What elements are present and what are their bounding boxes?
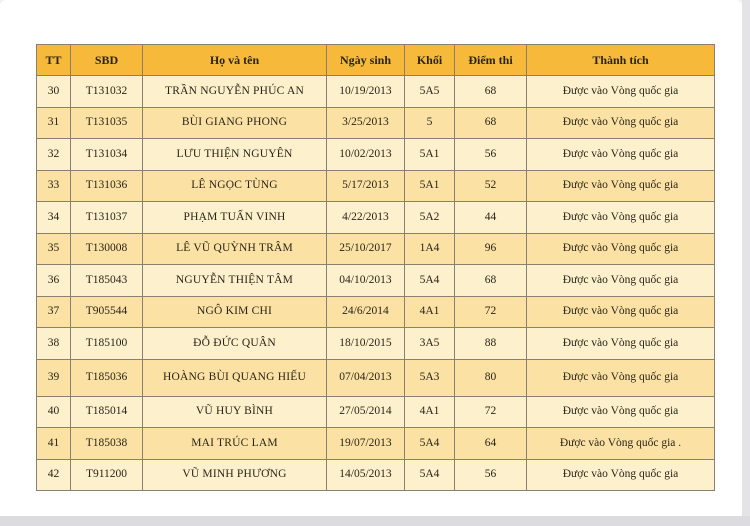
cell-achievement: Được vào Vòng quốc gia xyxy=(527,76,715,108)
cell-score: 68 xyxy=(455,265,527,297)
cell-achievement: Được vào Vòng quốc gia xyxy=(527,359,715,396)
table-row xyxy=(37,233,715,265)
cell-achievement: Được vào Vòng quốc gia xyxy=(527,296,715,328)
cell-tt: 34 xyxy=(37,202,71,234)
header-full-name: Họ và tên xyxy=(143,45,327,76)
cell-tt: 31 xyxy=(37,107,71,139)
cell-tt: 33 xyxy=(37,170,71,202)
cell-sbd: T185014 xyxy=(71,396,143,428)
cell-birth-date: 24/6/2014 xyxy=(327,296,405,328)
cell-full-name: ĐỖ ĐỨC QUÂN xyxy=(143,328,327,360)
table-row xyxy=(37,359,715,396)
cell-sbd: T131036 xyxy=(71,170,143,202)
header-birth-date: Ngày sinh xyxy=(327,45,405,76)
cell-sbd: T911200 xyxy=(71,459,143,491)
cell-score: 96 xyxy=(455,233,527,265)
cell-score: 88 xyxy=(455,328,527,360)
cell-full-name: HOÀNG BÙI QUANG HIẾU xyxy=(143,359,327,396)
cell-score: 56 xyxy=(455,459,527,491)
cell-sbd: T131034 xyxy=(71,139,143,171)
results-table xyxy=(36,44,715,491)
cell-score: 68 xyxy=(455,107,527,139)
cell-full-name: NGÔ KIM CHI xyxy=(143,296,327,328)
cell-class: 4A1 xyxy=(405,396,455,428)
cell-full-name: LÊ NGỌC TÙNG xyxy=(143,170,327,202)
cell-score: 64 xyxy=(455,428,527,460)
page-edge-shadow xyxy=(742,0,750,526)
table-row xyxy=(37,296,715,328)
cell-full-name: PHẠM TUẤN VINH xyxy=(143,202,327,234)
cell-full-name: TRẦN NGUYỄN PHÚC AN xyxy=(143,76,327,108)
cell-tt: 42 xyxy=(37,459,71,491)
cell-birth-date: 04/10/2013 xyxy=(327,265,405,297)
cell-score: 44 xyxy=(455,202,527,234)
cell-score: 72 xyxy=(455,296,527,328)
cell-class: 5A2 xyxy=(405,202,455,234)
cell-class: 5A4 xyxy=(405,265,455,297)
table-row xyxy=(37,202,715,234)
header-sbd: SBD xyxy=(71,45,143,76)
cell-birth-date: 19/07/2013 xyxy=(327,428,405,460)
page-bottom-shadow xyxy=(0,516,750,526)
cell-tt: 35 xyxy=(37,233,71,265)
cell-tt: 38 xyxy=(37,328,71,360)
cell-class: 5A4 xyxy=(405,459,455,491)
cell-sbd: T131032 xyxy=(71,76,143,108)
table-row xyxy=(37,265,715,297)
cell-tt: 40 xyxy=(37,396,71,428)
table-row xyxy=(37,428,715,460)
cell-tt: 36 xyxy=(37,265,71,297)
cell-achievement: Được vào Vòng quốc gia xyxy=(527,265,715,297)
table-row xyxy=(37,328,715,360)
cell-class: 5A4 xyxy=(405,428,455,460)
header-score: Điểm thi xyxy=(455,45,527,76)
cell-score: 56 xyxy=(455,139,527,171)
cell-birth-date: 4/22/2013 xyxy=(327,202,405,234)
cell-score: 68 xyxy=(455,76,527,108)
cell-class: 5A1 xyxy=(405,170,455,202)
cell-full-name: VŨ MINH PHƯƠNG xyxy=(143,459,327,491)
table-header-row xyxy=(37,45,715,76)
header-achievement: Thành tích xyxy=(527,45,715,76)
cell-tt: 39 xyxy=(37,359,71,396)
cell-class: 5 xyxy=(405,107,455,139)
cell-class: 1A4 xyxy=(405,233,455,265)
cell-sbd: T131037 xyxy=(71,202,143,234)
header-class: Khối xyxy=(405,45,455,76)
table-row xyxy=(37,459,715,491)
cell-sbd: T185038 xyxy=(71,428,143,460)
cell-class: 5A1 xyxy=(405,139,455,171)
cell-class: 3A5 xyxy=(405,328,455,360)
cell-sbd: T905544 xyxy=(71,296,143,328)
cell-achievement: Được vào Vòng quốc gia xyxy=(527,170,715,202)
cell-tt: 32 xyxy=(37,139,71,171)
cell-birth-date: 5/17/2013 xyxy=(327,170,405,202)
header-tt: TT xyxy=(37,45,71,76)
cell-birth-date: 14/05/2013 xyxy=(327,459,405,491)
cell-birth-date: 18/10/2015 xyxy=(327,328,405,360)
cell-achievement: Được vào Vòng quốc gia xyxy=(527,328,715,360)
cell-full-name: LÊ VŨ QUỲNH TRÂM xyxy=(143,233,327,265)
cell-full-name: MAI TRÚC LAM xyxy=(143,428,327,460)
cell-sbd: T131035 xyxy=(71,107,143,139)
cell-score: 72 xyxy=(455,396,527,428)
cell-sbd: T185100 xyxy=(71,328,143,360)
table-row xyxy=(37,170,715,202)
cell-achievement: Được vào Vòng quốc gia xyxy=(527,233,715,265)
cell-full-name: BÙI GIANG PHONG xyxy=(143,107,327,139)
table-row xyxy=(37,76,715,108)
cell-birth-date: 10/02/2013 xyxy=(327,139,405,171)
cell-sbd: T185043 xyxy=(71,265,143,297)
cell-achievement: Được vào Vòng quốc gia xyxy=(527,107,715,139)
cell-birth-date: 25/10/2017 xyxy=(327,233,405,265)
cell-tt: 30 xyxy=(37,76,71,108)
table-row xyxy=(37,396,715,428)
cell-birth-date: 3/25/2013 xyxy=(327,107,405,139)
cell-class: 4A1 xyxy=(405,296,455,328)
cell-score: 52 xyxy=(455,170,527,202)
cell-achievement: Được vào Vòng quốc gia xyxy=(527,202,715,234)
cell-achievement: Được vào Vòng quốc gia xyxy=(527,459,715,491)
cell-sbd: T185036 xyxy=(71,359,143,396)
cell-full-name: NGUYỄN THIỆN TÂM xyxy=(143,265,327,297)
cell-class: 5A3 xyxy=(405,359,455,396)
cell-achievement: Được vào Vòng quốc gia xyxy=(527,396,715,428)
cell-achievement: Được vào Vòng quốc gia . xyxy=(527,428,715,460)
cell-birth-date: 27/05/2014 xyxy=(327,396,405,428)
cell-score: 80 xyxy=(455,359,527,396)
cell-sbd: T130008 xyxy=(71,233,143,265)
cell-achievement: Được vào Vòng quốc gia xyxy=(527,139,715,171)
cell-full-name: VŨ HUY BÌNH xyxy=(143,396,327,428)
cell-birth-date: 07/04/2013 xyxy=(327,359,405,396)
table-row xyxy=(37,107,715,139)
cell-full-name: LƯU THIỆN NGUYÊN xyxy=(143,139,327,171)
cell-tt: 41 xyxy=(37,428,71,460)
cell-class: 5A5 xyxy=(405,76,455,108)
table-row xyxy=(37,139,715,171)
cell-birth-date: 10/19/2013 xyxy=(327,76,405,108)
cell-tt: 37 xyxy=(37,296,71,328)
